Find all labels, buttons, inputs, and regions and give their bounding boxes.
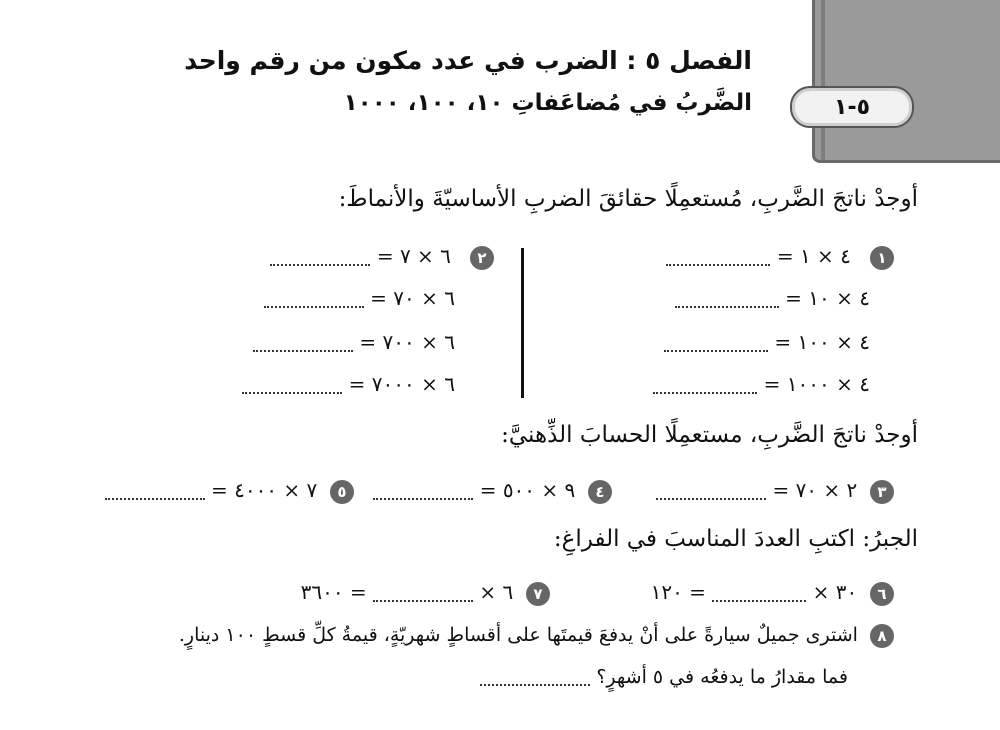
q4-expr: ٩ × ٥٠٠ =	[479, 478, 576, 502]
q8-line-1	[179, 624, 894, 648]
q1-expr-4: ٤ × ١٠٠٠ =	[763, 372, 870, 396]
section1-instruction: أوجدْ ناتجَ الضَّربِ، مُستعمِلًا حقائقَ الضربِ الأساسيّةَ والأنماطَ:	[338, 186, 918, 212]
q2-answer-3[interactable]	[253, 336, 353, 352]
q6-number-badge: ٦	[870, 582, 894, 606]
q5-number-badge: ٥	[330, 480, 354, 504]
q2-line-3	[253, 330, 455, 354]
q7-number-badge: ٧	[526, 582, 550, 606]
q2-expr-3: ٦ × ٧٠٠ =	[359, 330, 455, 354]
q2-expr-1: ٦ × ٧ =	[376, 244, 451, 268]
q8-number-badge: ٨	[870, 624, 894, 648]
q2-expr-2: ٦ × ٧٠ =	[370, 286, 455, 310]
q1-expr-2: ٤ × ١٠ =	[785, 286, 870, 310]
q2-expr-4: ٦ × ٧٠٠٠ =	[348, 372, 455, 396]
q1-expr-3: ٤ × ١٠٠ =	[774, 330, 870, 354]
q1-expr-1: ٤ × ١ =	[776, 244, 851, 268]
q1-answer-3[interactable]	[664, 336, 768, 352]
chapter-title: الفصل ٥ : الضرب في عدد مكون من رقم واحد	[184, 46, 752, 75]
q6-row	[651, 580, 894, 606]
q5-expr: ٧ × ٤٠٠٠ =	[210, 478, 318, 502]
lesson-number-badge	[790, 86, 914, 128]
q2-line-2	[264, 286, 455, 310]
lesson-title: الضَّربُ في مُضاعَفاتِ ١٠، ١٠٠، ١٠٠٠	[343, 90, 752, 116]
q7-answer[interactable]	[373, 586, 473, 602]
q3-answer[interactable]	[656, 484, 766, 500]
q2-line-1	[270, 244, 494, 270]
section2-instruction: أوجدْ ناتجَ الضَّربِ، مستعمِلًا الحسابَ الذِّهنيَّ:	[501, 422, 918, 448]
q8-text-1: اشترى جميلٌ سيارةً على أنْ يدفعَ قيمتَها على أقساطٍ شهريّةٍ، قيمةُ كلِّ قسطٍ ١٠٠ دينارٍ.	[178, 624, 858, 646]
column-divider	[521, 248, 524, 398]
q8-text-2: فما مقدارُ ما يدفعُه في ٥ أشهرٍ؟	[596, 666, 848, 688]
q7-row	[301, 580, 550, 606]
q1-answer-2[interactable]	[675, 292, 779, 308]
q1-line-1	[666, 244, 894, 270]
q1-answer-1[interactable]	[666, 250, 770, 266]
q3-row	[656, 478, 894, 504]
q1-answer-4[interactable]	[653, 378, 757, 394]
q6-left: ٣٠ ×	[812, 580, 858, 604]
q4-row	[373, 478, 612, 504]
q2-line-4	[242, 372, 455, 396]
q8-answer[interactable]	[480, 670, 590, 686]
lesson-number: ٥-١	[834, 94, 871, 120]
section3-instruction: الجبرُ: اكتبِ العددَ المناسبَ في الفراغِ:	[553, 526, 918, 552]
q5-answer[interactable]	[105, 484, 205, 500]
q7-left: ٦ ×	[479, 580, 514, 604]
q6-right: = ١٢٠	[650, 580, 706, 604]
q3-number-badge: ٣	[870, 480, 894, 504]
q2-answer-2[interactable]	[264, 292, 364, 308]
q1-line-3	[664, 330, 870, 354]
q1-number-badge: ١	[870, 246, 894, 270]
q4-number-badge: ٤	[588, 480, 612, 504]
q4-answer[interactable]	[373, 484, 473, 500]
q1-line-4	[653, 372, 870, 396]
q8-line-2	[480, 666, 848, 688]
q2-answer-4[interactable]	[242, 378, 342, 394]
q6-answer[interactable]	[712, 586, 806, 602]
q3-expr: ٢ × ٧٠ =	[772, 478, 858, 502]
q2-number-badge: ٢	[470, 246, 494, 270]
q5-row	[105, 478, 354, 504]
q1-line-2	[675, 286, 870, 310]
q7-right: = ٣٦٠٠	[300, 580, 367, 604]
q2-answer-1[interactable]	[270, 250, 370, 266]
header-decoration-panel	[812, 0, 1000, 163]
